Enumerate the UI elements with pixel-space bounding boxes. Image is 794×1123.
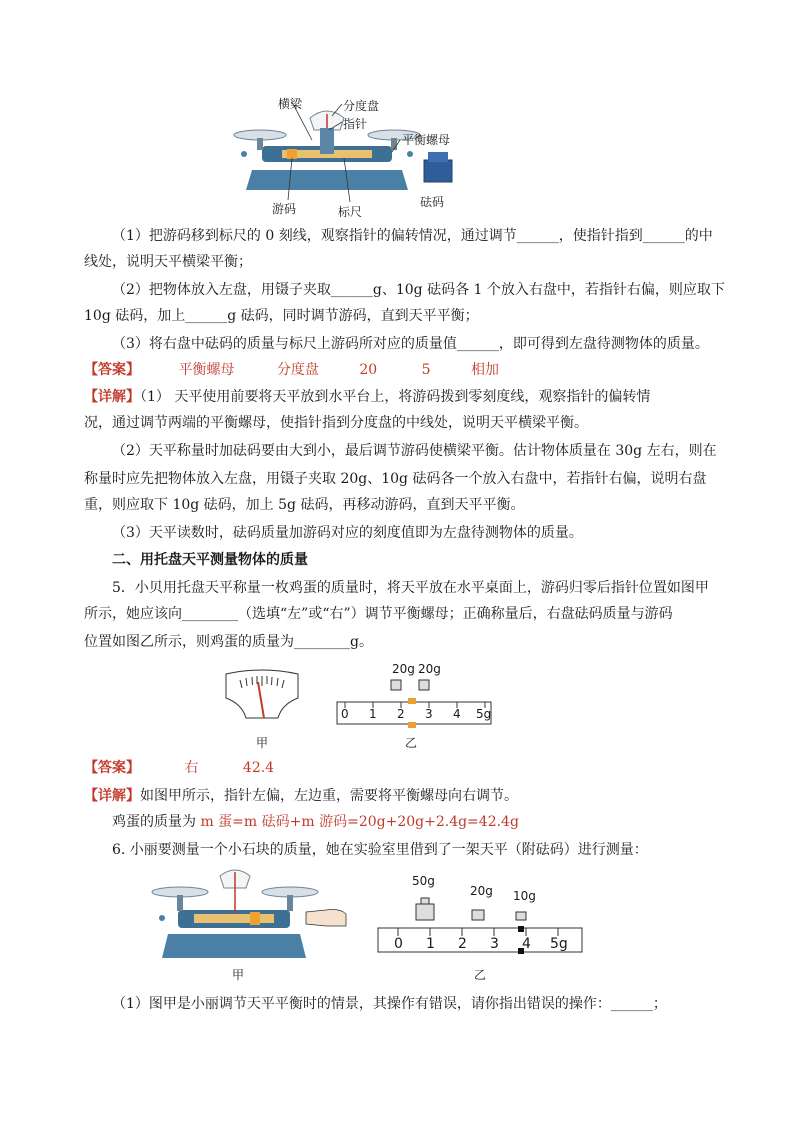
q5-detail-1: 如图甲所示，指针左偏，左边重，需要将平衡螺母向右调节。 — [140, 788, 518, 804]
label-rider: 游码 — [272, 202, 297, 216]
q6-tick-0: 0 — [394, 936, 403, 952]
q5-line3: 位置如图乙所示，则鸡蛋的质量为________g。 — [84, 634, 373, 650]
section-heading: 二、用托盘天平测量物体的质量 — [112, 552, 308, 568]
q6-caption-jia: 甲 — [232, 968, 245, 982]
q5-tick-2: 2 — [397, 707, 405, 721]
label-pointer: 指针 — [343, 117, 368, 131]
q6-weight-label-1: 50g — [412, 874, 435, 888]
q5-weight-label-2: 20g — [418, 662, 441, 676]
q5-line2: 所示，她应该向________（选填“左”或“右”）调节平衡螺母；正确称量后，右盘砝码质量与游码 — [84, 606, 673, 622]
q4-part2-line2: 10g 砝码，加上______g 砝码，同时调节游码，直到天平平衡； — [84, 308, 479, 324]
q4-detail-1b: 况，通过调节两端的平衡螺母，使指针指到分度盘的中线处，说明天平横梁平衡。 — [84, 415, 588, 431]
q5-caption-jia: 甲 — [256, 736, 269, 750]
q5-detail-2-formula: m 蛋=m 砝码+m 游码=20g+20g+2.4g=42.4g — [200, 814, 519, 830]
q4-part3: （3）将右盘中砝码的质量与标尺上游码所对应的质量值______，即可得到左盘待测物体的质量。 — [112, 336, 709, 352]
q5-answer-1: 右 — [184, 760, 199, 776]
q6-tick-3: 3 — [490, 936, 499, 952]
q6-weight-label-2: 20g — [470, 884, 493, 898]
q5-ruler-figure — [335, 676, 495, 732]
q5-caption-yi: 乙 — [405, 736, 418, 750]
q4-answer-2: 分度盘 — [276, 362, 319, 378]
detail-tag: 【详解】 — [84, 788, 140, 804]
q5-tick-0: 0 — [341, 707, 349, 721]
q5-detail-2-prefix: 鸡蛋的质量为 — [112, 814, 201, 830]
q6-tick-2: 2 — [458, 936, 467, 952]
q5-tick-3: 3 — [425, 707, 433, 721]
q6-part1: （1）图甲是小丽调节天平平衡时的情景，其操作有错误，请你指出错误的操作：______； — [112, 996, 667, 1012]
q6-line1: 6. 小丽要测量一个小石块的质量，她在实验室里借到了一架天平（附砝码）进行测量： — [112, 842, 648, 858]
answer-tag: 【答案】 — [84, 760, 140, 776]
label-balance-nut: 平衡螺母 — [402, 133, 451, 147]
answer-tag: 【答案】 — [84, 362, 140, 378]
q5-detail-line2 — [112, 812, 714, 832]
q6-tick-5: 5g — [550, 936, 568, 952]
q4-detail-3: （3）天平读数时，砝码质量加游码对应的刻度值即为左盘待测物体的质量。 — [112, 525, 583, 541]
q5-weight-label-1: 20g — [392, 662, 415, 676]
q4-detail-2b: 称量时应先把物体放入左盘，用镊子夹取 20g、10g 砝码各一个放入右盘中，若指针右偏，说明右盘 — [84, 471, 707, 487]
q4-part2-line1: （2）把物体放入左盘，用镊子夹取______g、10g 砝码各 1 个放入右盘中，若指针右偏，则应取下 — [112, 282, 725, 298]
q5-answer-line — [84, 758, 714, 778]
q4-part1-line2: 线处，说明天平横梁平衡； — [84, 254, 252, 270]
q5-dial-figure — [222, 668, 302, 734]
q4-answer-line — [84, 360, 714, 380]
q4-detail-2c: 重，则应取下 10g 砝码，加上 5g 砝码，再移动游码，直到天平平衡。 — [84, 497, 525, 513]
q5-tick-4: 4 — [453, 707, 461, 721]
q4-detail-2a: （2）天平称量时加砝码要由大到小，最后调节游码使横梁平衡。估计物体质量在 30g 左右，则在 — [112, 443, 717, 459]
detail-tag: 【详解】 — [84, 389, 140, 405]
q5-answer-2: 42.4 — [242, 760, 275, 776]
q4-answer-1: 平衡螺母 — [178, 362, 235, 378]
q4-part1-line1: （1）把游码移到标尺的 0 刻线，观察指针的偏转情况，通过调节______，使指针指到______的中 — [112, 228, 713, 244]
label-beam: 横梁 — [278, 97, 303, 111]
q6-weight-label-3: 10g — [513, 889, 536, 903]
q5-detail-line1 — [84, 786, 714, 806]
q5-tick-1: 1 — [369, 707, 377, 721]
q6-tick-1: 1 — [426, 936, 435, 952]
q4-detail-1a: （1） 天平使用前要将天平放到水平台上，将游码拨到零刻度线，观察指针的偏转情 — [140, 389, 651, 405]
q6-balance-figure — [150, 866, 350, 966]
q4-answer-4: 5 — [421, 362, 431, 378]
q6-tick-4: 4 — [522, 936, 531, 952]
q4-answer-3: 20 — [359, 362, 378, 378]
label-scale: 标尺 — [338, 205, 363, 219]
q4-answer-5: 相加 — [471, 362, 500, 378]
label-dial: 分度盘 — [343, 99, 380, 113]
q4-detail-line1 — [84, 387, 714, 407]
q5-line1: 5．小贝用托盘天平称量一枚鸡蛋的质量时，将天平放在水平桌面上，游码归零后指针位置如图甲 — [112, 580, 709, 596]
label-weights: 砝码 — [420, 195, 445, 209]
q5-tick-5: 5g — [476, 707, 492, 721]
q6-caption-yi: 乙 — [474, 968, 487, 982]
